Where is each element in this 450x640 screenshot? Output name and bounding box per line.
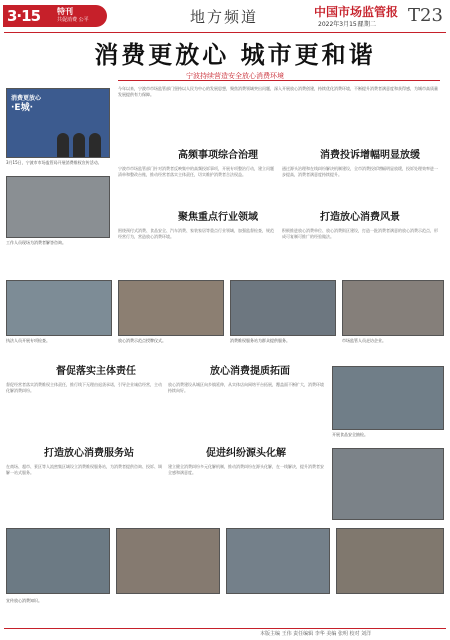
photo-caption: 工作人员现场为消费者解答咨询。 xyxy=(6,240,66,245)
photo-caption: 消费维权服务站为群众提供服务。 xyxy=(230,338,290,343)
section-title: 放心消费提质拓面 xyxy=(210,366,290,377)
section-title: 打造放心消费风景 xyxy=(320,212,400,223)
section-body: 放心消费建设从城区向乡镇延伸，从实体店向网络平台拓展，覆盖面不断扩大，消费环境持续向好。 xyxy=(168,382,324,393)
news-photo xyxy=(6,176,110,238)
photo-caption: 执法人员开展专项检查。 xyxy=(6,338,50,343)
edition-tag: 特刊 xyxy=(57,7,73,16)
photo-caption: 市场监管人员走访企业。 xyxy=(342,338,386,343)
photo-caption: 放心消费示范点授牌仪式。 xyxy=(118,338,166,343)
photo-caption: 3月15日，宁波市市场监管局开展消费维权宣传活动。 xyxy=(6,160,102,165)
masthead xyxy=(0,0,450,32)
section-title: 消费投诉增幅明显放缓 xyxy=(320,150,420,161)
page-number: T23 xyxy=(408,5,443,26)
section-title: 促进纠纷源头化解 xyxy=(206,448,286,459)
section-body: 积极推进放心消费单位、放心消费街区建设，打造一批消费者满意的放心消费示范点，形成可复制可推广的经验做法。 xyxy=(282,228,438,239)
section-body: 通过源头治理和在线纠纷解决机制建设，全市消费投诉增幅明显放缓，投诉处理效率进一步提高，消费者满意度持续提升。 xyxy=(282,166,438,177)
news-photo xyxy=(226,528,330,594)
section-body: 宁波市市场监管部门针对消费者反映集中的高频投诉事项，开展专项整治行动，建立问题清单和整改台账，推动经营者落实主体责任，切实维护消费者合法权益。 xyxy=(118,166,274,177)
section-title: 督促落实主体责任 xyxy=(56,366,136,377)
lead-paragraph: 今年以来，宁波市市场监管部门坚持以人民为中心的发展思想，聚焦消费领域突出问题，深入开展放心消费创建，持续优化消费环境，不断提升消费者满意度和获得感，为城市高质量发展提供有力保障。 xyxy=(118,86,438,97)
masthead-divider xyxy=(4,32,446,33)
section-body: 围绕预付式消费、食品安全、汽车消费、家装家居等重点行业领域，加强监督检查，规范经营行为，营造放心消费环境。 xyxy=(118,228,274,239)
issue-weekday: 星期二 xyxy=(358,21,377,28)
section-body: 督促经营者落实消费维权主体责任，推行线下无理由退货承诺，引导企业诚信经营，主动化解消费纠纷。 xyxy=(6,382,162,393)
news-photo xyxy=(336,528,444,594)
newspaper-logo: 中国市场监管报 xyxy=(314,5,399,19)
poster-line-1: 消费更放心 xyxy=(11,95,42,102)
section-title: 打造放心消费服务站 xyxy=(44,448,134,459)
photo-caption: 宣传放心消费知识。 xyxy=(6,598,42,603)
section-title: 聚焦重点行业领域 xyxy=(178,212,258,223)
news-photo xyxy=(332,366,444,430)
footer-rule xyxy=(4,628,446,629)
news-photo xyxy=(230,280,336,336)
issue-date: 2022年3月15日 xyxy=(318,21,363,28)
news-photo xyxy=(342,280,444,336)
edition-number: 3·15 xyxy=(7,7,41,25)
news-photo xyxy=(332,448,444,520)
section-title: 高频事项综合治理 xyxy=(178,150,258,161)
news-photo xyxy=(118,280,224,336)
footer-credits: 本版主编 王伟 责任编辑 李华 美编 张明 校对 刘洋 xyxy=(260,631,372,637)
news-photo xyxy=(116,528,220,594)
poster-line-2: ·E城· xyxy=(11,103,33,113)
news-photo xyxy=(6,528,110,594)
section-body: 在商场、超市、景区等人流密集区域设立消费维权服务站，为消费者提供咨询、投诉、调解一站式服务。 xyxy=(6,464,162,475)
headline-rule xyxy=(118,80,440,81)
main-headline: 消费更放心 城市更和谐 xyxy=(94,40,376,69)
poster-photo xyxy=(6,88,110,158)
news-photo xyxy=(6,280,112,336)
photo-caption: 开展食品安全抽检。 xyxy=(332,432,368,437)
sub-headline: 宁波持续营造安全放心消费环境 xyxy=(186,72,284,80)
channel-title: 地方频道 xyxy=(190,8,259,26)
edition-subtitle: 共促消费 公平 xyxy=(57,17,89,23)
section-body: 建立健全消费纠纷多元化解机制，推动消费纠纷在源头化解，在一线解决，提升消费者安全感和满意度。 xyxy=(168,464,324,475)
